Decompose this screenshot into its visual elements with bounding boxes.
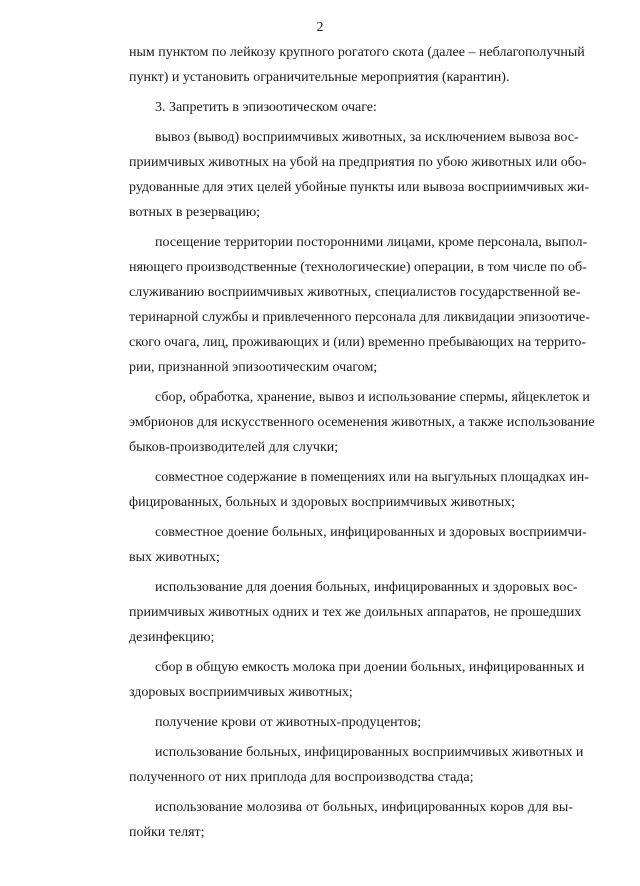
- text-line: эмбрионов для искусственного осеменения животных, а также использование: [129, 415, 595, 430]
- document-body: [103, 40, 595, 850]
- text-line: приимчивых животных на убой на предприятия по убою животных или обо-: [129, 155, 587, 170]
- paragraph: [103, 710, 573, 735]
- text-line: использование молозива от больных, инфицированных коров для вы-: [155, 800, 573, 815]
- text-line: здоровых восприимчивых животных;: [129, 685, 353, 700]
- text-line: фицированных, больных и здоровых восприимчивых животных;: [129, 495, 516, 510]
- text-line: ского очага, лиц, проживающих и (или) временно пребывающих на террито-: [129, 335, 587, 350]
- paragraph: [103, 465, 589, 515]
- paragraph: [103, 655, 585, 705]
- paragraph: [103, 95, 573, 120]
- paragraph: [103, 795, 573, 845]
- text-line: получение крови от животных-продуцентов;: [155, 715, 422, 730]
- text-line: совместное доение больных, инфицированных и здоровых восприимчи-: [155, 525, 587, 540]
- text-line: дезинфекцию;: [129, 630, 215, 645]
- text-line: рии, признанной эпизоотическим очагом;: [129, 360, 378, 375]
- paragraph: [103, 40, 585, 90]
- paragraph: [103, 740, 584, 790]
- paragraph: [103, 385, 595, 460]
- text-line: няющего производственные (технологические) операции, в том числе по об-: [129, 260, 587, 275]
- text-line: пункт) и установить ограничительные мероприятия (карантин).: [129, 70, 510, 85]
- text-line: совместное содержание в помещениях или на выгульных площадках ин-: [155, 470, 589, 485]
- text-line: приимчивых животных одних и тех же доильных аппаратов, не прошедших: [129, 605, 582, 620]
- text-line: использование для доения больных, инфицированных и здоровых вос-: [155, 580, 578, 595]
- paragraph: [103, 520, 587, 570]
- text-line: использование больных, инфицированных восприимчивых животных и: [155, 745, 584, 760]
- text-line: вывоз (вывод) восприимчивых животных, за исключением вывоза вос-: [155, 130, 579, 145]
- text-line: полученного от них приплода для воспроизводства стада;: [129, 770, 474, 785]
- paragraph: [103, 230, 590, 380]
- text-line: сбор, обработка, хранение, вывоз и использование спермы, яйцеклеток и: [155, 390, 590, 405]
- text-line: служиванию восприимчивых животных, специалистов государственной ве-: [129, 285, 581, 300]
- text-line: посещение территории посторонними лицами, кроме персонала, выпол-: [155, 235, 588, 250]
- text-line: теринарной службы и привлеченного персонала для ликвидации эпизоотиче-: [129, 310, 590, 325]
- text-line: пойки телят;: [129, 825, 205, 840]
- text-line: ным пунктом по лейкозу крупного рогатого скота (далее – неблагополучный: [129, 45, 585, 60]
- paragraph: [103, 125, 590, 225]
- page-number: 2: [316, 20, 324, 35]
- text-line: сбор в общую емкость молока при доении больных, инфицированных и: [155, 660, 585, 675]
- paragraph: [103, 575, 582, 650]
- text-line: вых животных;: [129, 550, 220, 565]
- text-line: быков-производителей для случки;: [129, 440, 339, 455]
- text-line: 3. Запретить в эпизоотическом очаге:: [155, 100, 377, 115]
- text-line: вотных в резервацию;: [129, 205, 261, 220]
- text-line: рудованные для этих целей убойные пункты или вывоза восприимчивых жи-: [129, 180, 590, 195]
